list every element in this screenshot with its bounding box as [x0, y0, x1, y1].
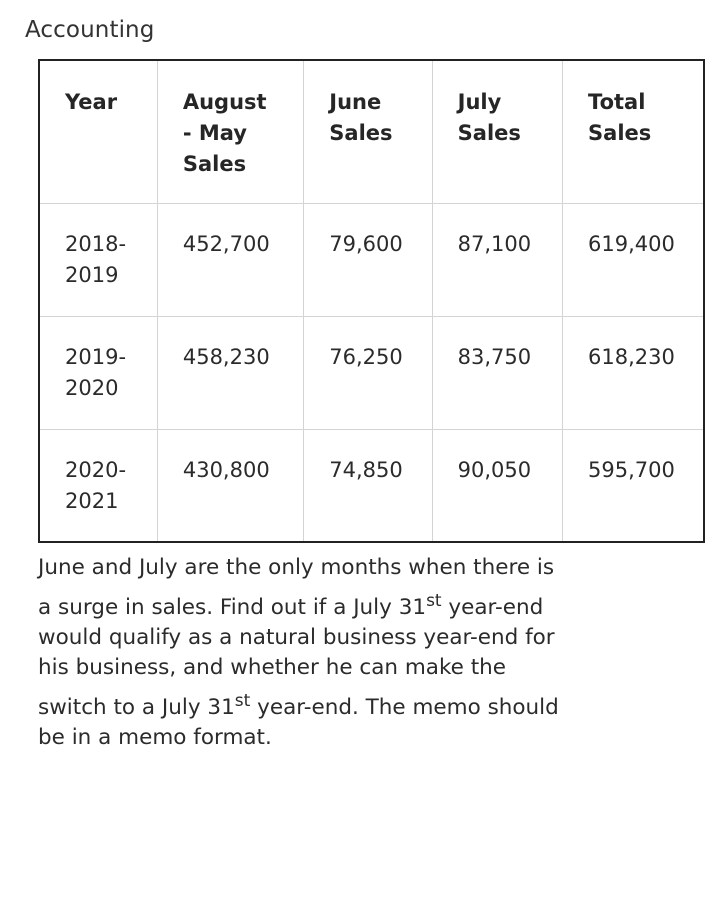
cell-year: [39, 203, 157, 316]
cell-year: [39, 429, 157, 542]
header-line: July: [457, 90, 502, 114]
header-line: - May: [182, 121, 247, 145]
header-line: Sales: [329, 121, 393, 145]
cell-aug-may: 452,700: [157, 203, 303, 316]
superscript-st: st: [426, 591, 442, 611]
sales-table: [38, 59, 705, 543]
header-line: Total: [588, 90, 646, 114]
cell-june: 76,250: [304, 316, 432, 429]
question-text: [38, 553, 598, 753]
cell-july: 90,050: [432, 429, 562, 542]
year-line: 2020: [65, 375, 119, 400]
header-year-line: Year: [65, 90, 118, 114]
year-line: 2020-: [65, 457, 127, 482]
page-heading: Accounting: [25, 17, 155, 43]
header-line: June: [329, 90, 382, 114]
header-june-sales: [304, 60, 432, 203]
question-text-segment: year-end: [441, 595, 544, 620]
header-august-may-sales: [157, 60, 303, 203]
question-line: [38, 693, 598, 723]
header-total-sales: [563, 60, 704, 203]
header-july-sales: [432, 60, 562, 203]
table-row: [39, 429, 704, 542]
header-line: Sales: [457, 121, 521, 145]
cell-year: [39, 316, 157, 429]
cell-total: 618,230: [563, 316, 704, 429]
table-header-row: [39, 60, 704, 203]
cell-july: 83,750: [432, 316, 562, 429]
superscript-st: st: [234, 691, 251, 711]
cell-june: 74,850: [304, 429, 432, 542]
table-row: [39, 203, 704, 316]
question-text-segment: year-end. The memo should: [250, 695, 559, 720]
cell-total: 595,700: [563, 429, 704, 542]
header-line: Sales: [588, 121, 652, 145]
cell-total: 619,400: [563, 203, 704, 316]
header-line: Sales: [182, 152, 247, 176]
question-line: would qualify as a natural business year-end for: [38, 625, 555, 650]
year-line: 2019-: [65, 344, 127, 369]
question-line: June and July are the only months when there is: [38, 555, 555, 580]
header-year: [39, 60, 157, 203]
year-line: 2018-: [65, 231, 127, 256]
question-text-segment: switch to a July 31: [38, 695, 235, 720]
cell-aug-may: 458,230: [157, 316, 303, 429]
question-line: [38, 593, 598, 623]
question-line: be in a memo format.: [38, 725, 272, 750]
cell-july: 87,100: [432, 203, 562, 316]
question-text-segment: a surge in sales. Find out if a July 31: [38, 595, 427, 620]
question-line: his business, and whether he can make the: [38, 655, 506, 680]
header-line: August: [182, 90, 267, 114]
year-line: 2021: [65, 488, 119, 513]
cell-june: 79,600: [304, 203, 432, 316]
cell-aug-may: 430,800: [157, 429, 303, 542]
table-row: [39, 316, 704, 429]
year-line: 2019: [65, 262, 119, 287]
